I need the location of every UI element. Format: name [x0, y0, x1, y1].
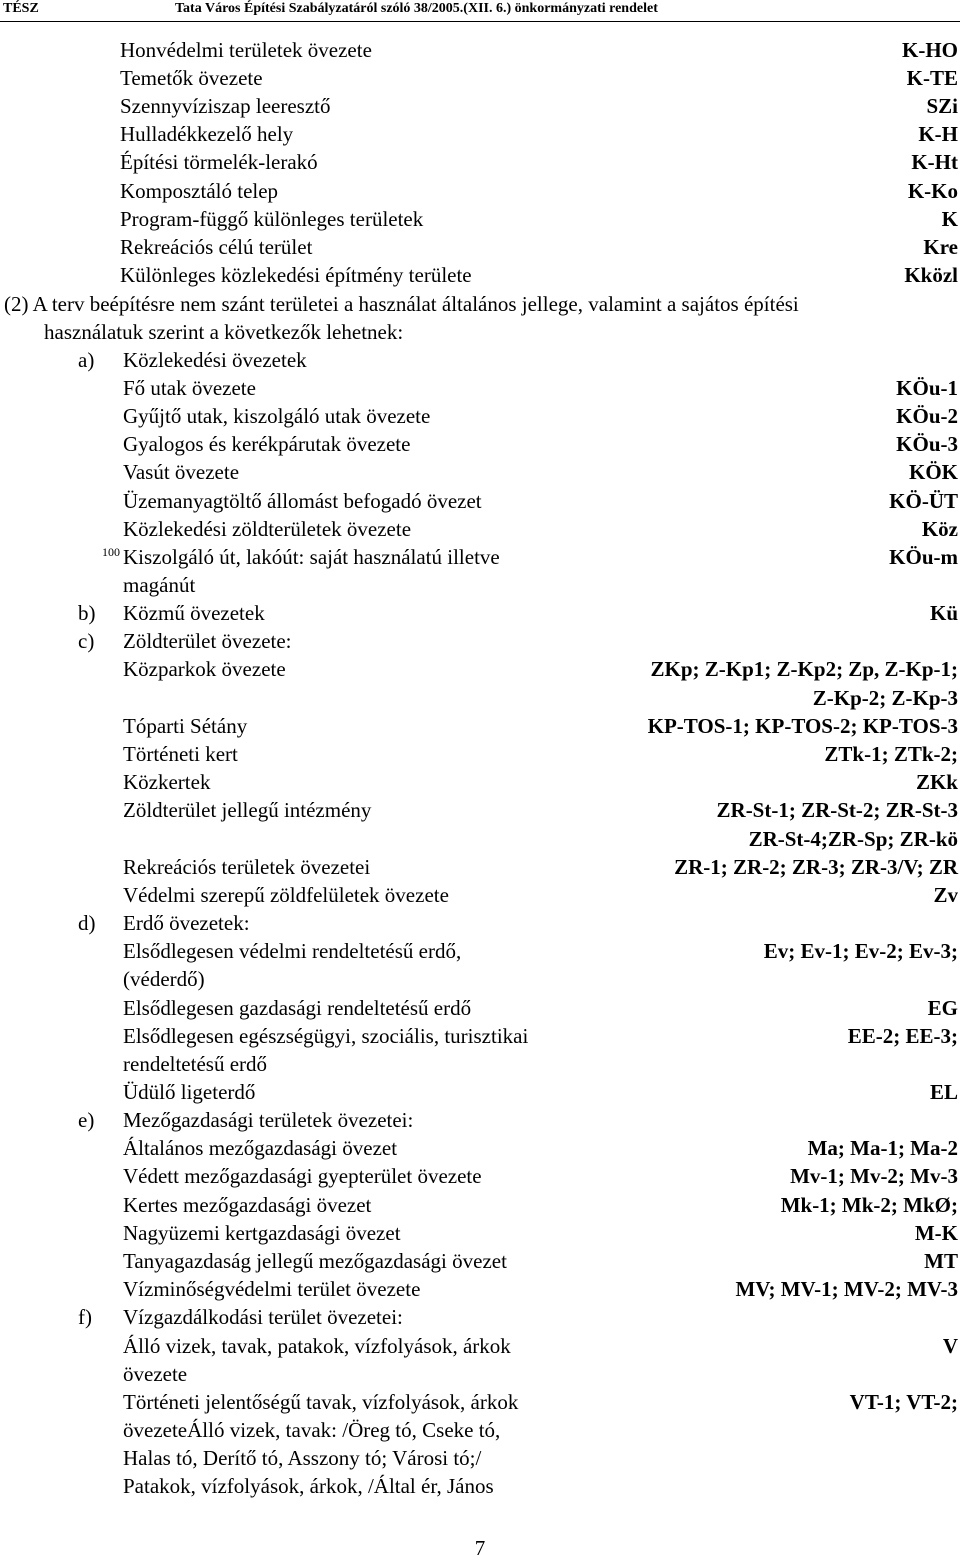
- list-item: [0, 233, 960, 261]
- zone-label: Vízminőségvédelmi terület övezete: [123, 1277, 421, 1301]
- list-item: [0, 374, 960, 402]
- section-title: Vízgazdálkodási terület övezetei:: [123, 1305, 403, 1329]
- zone-code: V: [942, 1334, 958, 1358]
- zone-label: Közparkok övezete: [123, 657, 286, 681]
- section-heading: [0, 909, 960, 937]
- paragraph-line: (2) A terv beépítésre nem szánt területei a használat általános jellege, valamint a sajátos építési: [4, 292, 799, 316]
- list-item: [0, 740, 960, 768]
- zone-code: EG: [927, 996, 958, 1020]
- zone-code: SZi: [926, 94, 958, 118]
- section-mark: b): [78, 601, 96, 625]
- section-title: Zöldterület övezete:: [123, 629, 292, 653]
- zone-label: Kertes mezőgazdasági övezet: [123, 1193, 372, 1217]
- page-header: [0, 0, 960, 22]
- zone-label: Vasút övezete: [123, 460, 240, 484]
- zone-code: K-Ht: [911, 150, 958, 174]
- header-left: TÉSZ: [3, 1, 39, 16]
- zone-code: K: [941, 207, 958, 231]
- section-title: Erdő övezetek:: [123, 911, 250, 935]
- zone-code: ZKp; Z-Kp1; Z-Kp2; Zp, Z-Kp-1;: [650, 657, 958, 681]
- list-item: [0, 1219, 960, 1247]
- zone-label: rendeltetésű erdő: [123, 1052, 268, 1076]
- list-item-continuation: [0, 965, 960, 993]
- section-mark: c): [78, 629, 95, 653]
- list-item: [0, 487, 960, 515]
- list-item-continuation: [0, 571, 960, 599]
- section-mark: e): [78, 1108, 95, 1132]
- zone-label: Közlekedési zöldterületek övezete: [123, 517, 412, 541]
- list-item: [0, 1134, 960, 1162]
- list-item: [0, 1247, 960, 1275]
- zone-label: Hulladékkezelő hely: [120, 122, 294, 146]
- zone-label: Történeti kert: [123, 742, 238, 766]
- zone-label: Tóparti Sétány: [123, 714, 248, 738]
- list-item: [0, 994, 960, 1022]
- zone-code: Zv: [933, 883, 958, 907]
- zone-code: VT-1; VT-2;: [849, 1390, 958, 1414]
- zone-code: Kközl: [904, 263, 958, 287]
- zone-code: K-Ko: [907, 179, 958, 203]
- list-item: [0, 712, 960, 740]
- zone-label: Honvédelmi területek övezete: [120, 38, 372, 62]
- list-item-continuation: [0, 1416, 960, 1444]
- zone-label: Történeti jelentőségű tavak, vízfolyások, árkok: [123, 1390, 519, 1414]
- zone-code: KÖ-ÜT: [889, 489, 958, 513]
- list-item: [0, 796, 960, 824]
- zone-code: K-TE: [906, 66, 958, 90]
- list-item: [0, 36, 960, 64]
- zone-code: EL: [929, 1080, 958, 1104]
- header-divider: [0, 21, 960, 22]
- zone-code: KÖK: [908, 460, 958, 484]
- list-item: [0, 853, 960, 881]
- zone-label: Elsődlegesen egészségügyi, szociális, turisztikai: [123, 1024, 529, 1048]
- zone-label: Általános mezőgazdasági övezet: [123, 1136, 398, 1160]
- zone-code: ZR-St-1; ZR-St-2; ZR-St-3: [716, 798, 958, 822]
- zone-label: Gyűjtő utak, kiszolgáló utak övezete: [123, 404, 431, 428]
- zone-label: Gyalogos és kerékpárutak övezete: [123, 432, 411, 456]
- section-mark: a): [78, 348, 95, 372]
- zone-code: Ev; Ev-1; Ev-2; Ev-3;: [763, 939, 958, 963]
- section-title: Mezőgazdasági területek övezetei:: [123, 1108, 414, 1132]
- list-item: [0, 1022, 960, 1050]
- list-item: [0, 92, 960, 120]
- zone-label: Halas tó, Derítő tó, Asszony tó; Városi tó;/: [123, 1446, 482, 1470]
- list-item: [0, 1388, 960, 1416]
- zone-label: Üzemanyagtöltő állomást befogadó övezet: [123, 489, 482, 513]
- zone-label: Komposztáló telep: [120, 179, 279, 203]
- zone-label: Rekreációs célú terület: [120, 235, 313, 259]
- list-item: [0, 881, 960, 909]
- zone-label: (véderdő): [123, 967, 205, 991]
- zone-code: Köz: [921, 517, 958, 541]
- list-item: [0, 1078, 960, 1106]
- list-item: [0, 402, 960, 430]
- zone-label: Program-függő különleges területek: [120, 207, 424, 231]
- zone-code: ZR-St-4;ZR-Sp; ZR-kö: [748, 827, 958, 851]
- zone-code: M-K: [914, 1221, 958, 1245]
- list-item: [0, 177, 960, 205]
- paragraph-line: használatuk szerint a következők lehetnek:: [44, 320, 404, 344]
- list-item-continuation: [0, 1472, 960, 1500]
- zone-label: Védett mezőgazdasági gyepterület övezete: [123, 1164, 482, 1188]
- zone-code: MV; MV-1; MV-2; MV-3: [735, 1277, 958, 1301]
- list-item: [0, 1332, 960, 1360]
- footnote-mark: 100: [102, 545, 120, 559]
- list-item: [0, 1162, 960, 1190]
- zone-label: Patakok, vízfolyások, árkok, /Által ér, János: [123, 1474, 494, 1498]
- section-mark: d): [78, 911, 96, 935]
- zone-code: Z-Kp-2; Z-Kp-3: [812, 686, 958, 710]
- zone-label: Tanyagazdaság jellegű mezőgazdasági övezet: [123, 1249, 507, 1273]
- zone-code: Ma; Ma-1; Ma-2: [807, 1136, 958, 1160]
- list-item: [0, 768, 960, 796]
- section-title: Közlekedési övezetek: [123, 348, 307, 372]
- list-item: [0, 148, 960, 176]
- zone-code: KÖu-3: [896, 432, 958, 456]
- zone-code: Kü: [929, 601, 958, 625]
- zone-label: Fő utak övezete: [123, 376, 256, 400]
- list-item: [0, 655, 960, 683]
- zone-code: K-H: [918, 122, 958, 146]
- section-heading: [0, 627, 960, 655]
- zone-label: Üdülő ligeterdő: [123, 1080, 256, 1104]
- zone-label: övezeteÁlló vizek, tavak: /Öreg tó, Cseke tó,: [123, 1418, 501, 1442]
- zone-label: övezete: [123, 1362, 188, 1386]
- section-mark: f): [78, 1305, 92, 1329]
- list-item: [0, 430, 960, 458]
- zone-label: Álló vizek, tavak, patakok, vízfolyások, árkok: [123, 1334, 511, 1358]
- zone-code: Mk-1; Mk-2; MkØ;: [780, 1193, 958, 1217]
- zone-label: Elsődlegesen gazdasági rendeltetésű erdő: [123, 996, 472, 1020]
- zone-code: EE-2; EE-3;: [847, 1024, 958, 1048]
- zone-label: Temetők övezete: [120, 66, 263, 90]
- section-title: Közmű övezetek: [123, 601, 265, 625]
- zone-label: Nagyüzemi kertgazdasági övezet: [123, 1221, 401, 1245]
- section-heading: [0, 1303, 960, 1331]
- list-item: [0, 64, 960, 92]
- page-number: 7: [474, 1536, 486, 1560]
- zone-label: Építési törmelék-lerakó: [120, 150, 318, 174]
- zone-code: KÖu-1: [896, 376, 958, 400]
- zone-label: Szennyvíziszap leeresztő: [120, 94, 331, 118]
- zone-code: ZKk: [915, 770, 958, 794]
- zone-code: KÖu-m: [889, 545, 958, 569]
- zone-code: MT: [924, 1249, 958, 1273]
- list-item: [0, 120, 960, 148]
- zone-code: KP-TOS-1; KP-TOS-2; KP-TOS-3: [647, 714, 958, 738]
- zone-code: Kre: [923, 235, 958, 259]
- header-title: Tata Város Építési Szabályzatáról szóló 38/2005.(XII. 6.) önkormányzati rendelet: [175, 1, 658, 16]
- list-item: [0, 205, 960, 233]
- section-heading: [0, 599, 960, 627]
- zone-label: Különleges közlekedési építmény területe: [120, 263, 472, 287]
- list-item: [0, 261, 960, 289]
- list-item: [0, 458, 960, 486]
- list-item-continuation: [0, 1360, 960, 1388]
- list-item-continuation: [0, 684, 960, 712]
- zone-code: K-HO: [902, 38, 958, 62]
- zone-label: magánút: [123, 573, 196, 597]
- zone-label: Rekreációs területek övezetei: [123, 855, 371, 879]
- list-item: [0, 1275, 960, 1303]
- list-item-continuation: [0, 1444, 960, 1472]
- list-item: [0, 515, 960, 543]
- list-item-continuation: [0, 825, 960, 853]
- zone-label: Elsődlegesen védelmi rendeltetésű erdő,: [123, 939, 462, 963]
- zone-label: Zöldterület jellegű intézmény: [123, 798, 372, 822]
- zone-label: Kiszolgáló út, lakóút: saját használatú illetve: [123, 545, 500, 569]
- list-item: [0, 543, 960, 571]
- zone-code: ZR-1; ZR-2; ZR-3; ZR-3/V; ZR: [674, 855, 958, 879]
- list-item-continuation: [0, 1050, 960, 1078]
- list-item: [0, 1191, 960, 1219]
- section-heading: [0, 1106, 960, 1134]
- zone-code: Mv-1; Mv-2; Mv-3: [790, 1164, 958, 1188]
- section-heading: [0, 346, 960, 374]
- zone-label: Védelmi szerepű zöldfelületek övezete: [123, 883, 449, 907]
- zone-label: Közkertek: [123, 770, 211, 794]
- zone-code: KÖu-2: [896, 404, 958, 428]
- zone-code: ZTk-1; ZTk-2;: [824, 742, 958, 766]
- list-item: [0, 937, 960, 965]
